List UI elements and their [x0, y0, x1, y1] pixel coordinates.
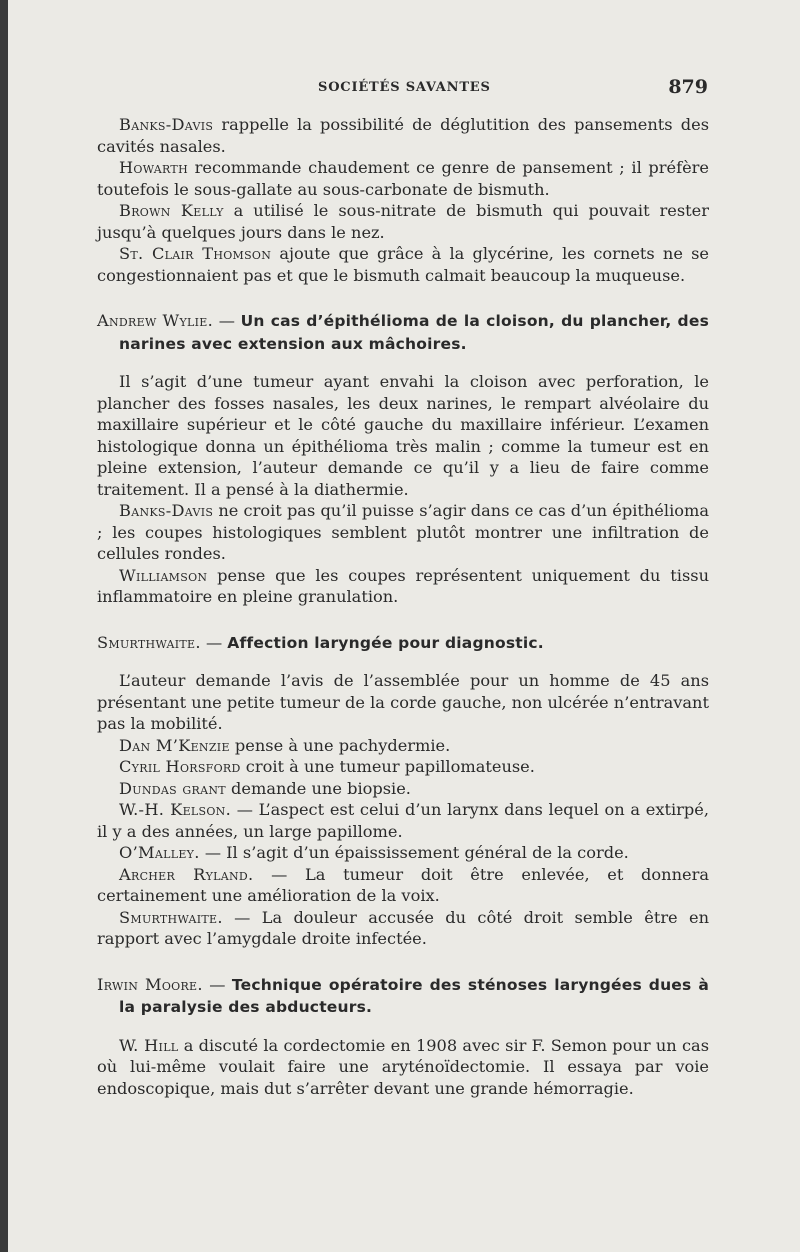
speaker-name: Cyril Horsford: [119, 757, 241, 776]
section-title: Technique opératoire des sténoses laryngées dues à la paralysie des abducteurs.: [119, 975, 709, 1016]
section-dash: —: [213, 311, 241, 330]
paragraph: [97, 756, 709, 778]
speaker-name: Banks-Davis: [119, 115, 214, 134]
paragraph: [97, 371, 709, 500]
paragraph-text: L’auteur demande l’avis de l’assemblée pour un homme de 45 ans présentant une petite tumeur de la corde gauche, non ulcérée n’entravant pas la mobilité.: [97, 671, 709, 733]
paragraph-text: — L’aspect est celui d’un larynx dans lequel on a extirpé, il y a des années, un large papillome.: [97, 800, 709, 841]
paragraph-text: — La tumeur doit être enlevée, et donnera certainement une amélioration de la voix.: [97, 864, 709, 905]
paragraph: [97, 500, 709, 565]
section-heading: [97, 632, 709, 655]
paragraph: [97, 842, 709, 864]
paragraph-text: Il s’agit d’une tumeur ayant envahi la cloison avec perforation, le plancher des fosses nasales, les deux narines, le rempart alvéolaire du maxillaire supérieur et le côté gauche du maxillaire inférieur. L’examen histologique donna un épithélioma très malin ; comme la tumeur est en pleine extension, l’auteur demande ce qu’il y a lieu de faire comme traitement. Il a pensé à la diathermie.: [97, 372, 709, 499]
speaker-name: W.-H. Kelson.: [119, 800, 232, 819]
speaker-name: Archer Ryland.: [119, 864, 254, 884]
paragraph: [97, 778, 709, 800]
section-title: Affection laryngée pour diagnostic.: [227, 633, 544, 652]
paragraph-text: — Il s’agit d’un épaississement général de la corde.: [199, 843, 629, 862]
section-heading: [97, 310, 709, 355]
paragraph-text: ajoute que grâce à la glycérine, les cornets ne se congestionnaient pas et que le bismuth calmait beaucoup la muqueuse.: [97, 244, 709, 285]
speaker-name: O’Malley.: [119, 843, 200, 862]
page-number: 879: [668, 76, 708, 98]
section-author: Smurthwaite.: [97, 632, 201, 652]
paragraph: [97, 799, 709, 842]
paragraph: [97, 200, 709, 243]
section-author: Andrew Wylie.: [97, 311, 214, 330]
paragraph: [97, 243, 709, 286]
paragraph: [97, 670, 709, 735]
section-author: Irwin Moore.: [97, 974, 203, 994]
speaker-name: Williamson: [119, 565, 208, 585]
paragraph-text: rappelle la possibilité de déglutition des pansements des cavités nasales.: [97, 115, 709, 156]
running-title: SOCIÉTÉS SAVANTES: [318, 80, 491, 95]
binding-edge: [0, 0, 8, 1252]
paragraph-text: ne croit pas qu’il puisse s’agir dans ce cas d’un épithélioma ; les coupes histologiques semblent plutôt montrer une infiltration de cellules rondes.: [97, 501, 709, 563]
paragraph: [97, 157, 709, 200]
speaker-name: St. Clair Thomson: [119, 244, 272, 263]
paragraph-text: demande une biopsie.: [225, 778, 411, 798]
speaker-name: Dundas grant: [119, 778, 226, 798]
paragraph-text: croit à une tumeur papillomateuse.: [240, 757, 535, 776]
section-title: Un cas d’épithélioma de la cloison, du plancher, des narines avec extension aux mâchoires.: [119, 312, 709, 353]
paragraph: [97, 907, 709, 950]
paragraph-text: a utilisé le sous-nitrate de bismuth qui pouvait rester jusqu’à quelques jours dans le nez.: [97, 201, 709, 242]
paragraph: [97, 565, 709, 608]
speaker-name: Smurthwaite.: [119, 907, 223, 927]
page-header: [100, 76, 710, 104]
section-dash: —: [202, 974, 232, 994]
article-body: [97, 114, 709, 1099]
paragraph-text: — La douleur accusée du côté droit semble être en rapport avec l’amygdale droite infectée.: [97, 907, 709, 948]
paragraph-text: a discuté la cordectomie en 1908 avec sir F. Semon pour un cas où lui-même voulait faire une aryténoïdectomie. Il essaya par voie endoscopique, mais dut s’arrêter devant une grande hémorragie.: [97, 1035, 709, 1098]
paragraph: [97, 114, 709, 157]
speaker-name: W. Hill: [119, 1035, 179, 1055]
paragraph-text: pense à une pachydermie.: [229, 735, 451, 755]
paragraph-text: recommande chaudement ce genre de pansement ; il préfère toutefois le sous-gallate au sous-carbonate de bismuth.: [97, 158, 709, 199]
section-dash: —: [200, 632, 228, 652]
speaker-name: Brown Kelly: [119, 201, 224, 220]
section-heading: [97, 974, 709, 1019]
speaker-name: Banks-Davis: [119, 501, 214, 520]
speaker-name: Dan M’Kenzie: [119, 735, 230, 755]
paragraph: [97, 735, 709, 757]
paragraph-text: pense que les coupes représentent uniquement du tissu inflammatoire en pleine granulation.: [97, 565, 709, 606]
paragraph: [97, 864, 709, 907]
speaker-name: Howarth: [119, 158, 188, 177]
paragraph: [97, 1035, 709, 1100]
